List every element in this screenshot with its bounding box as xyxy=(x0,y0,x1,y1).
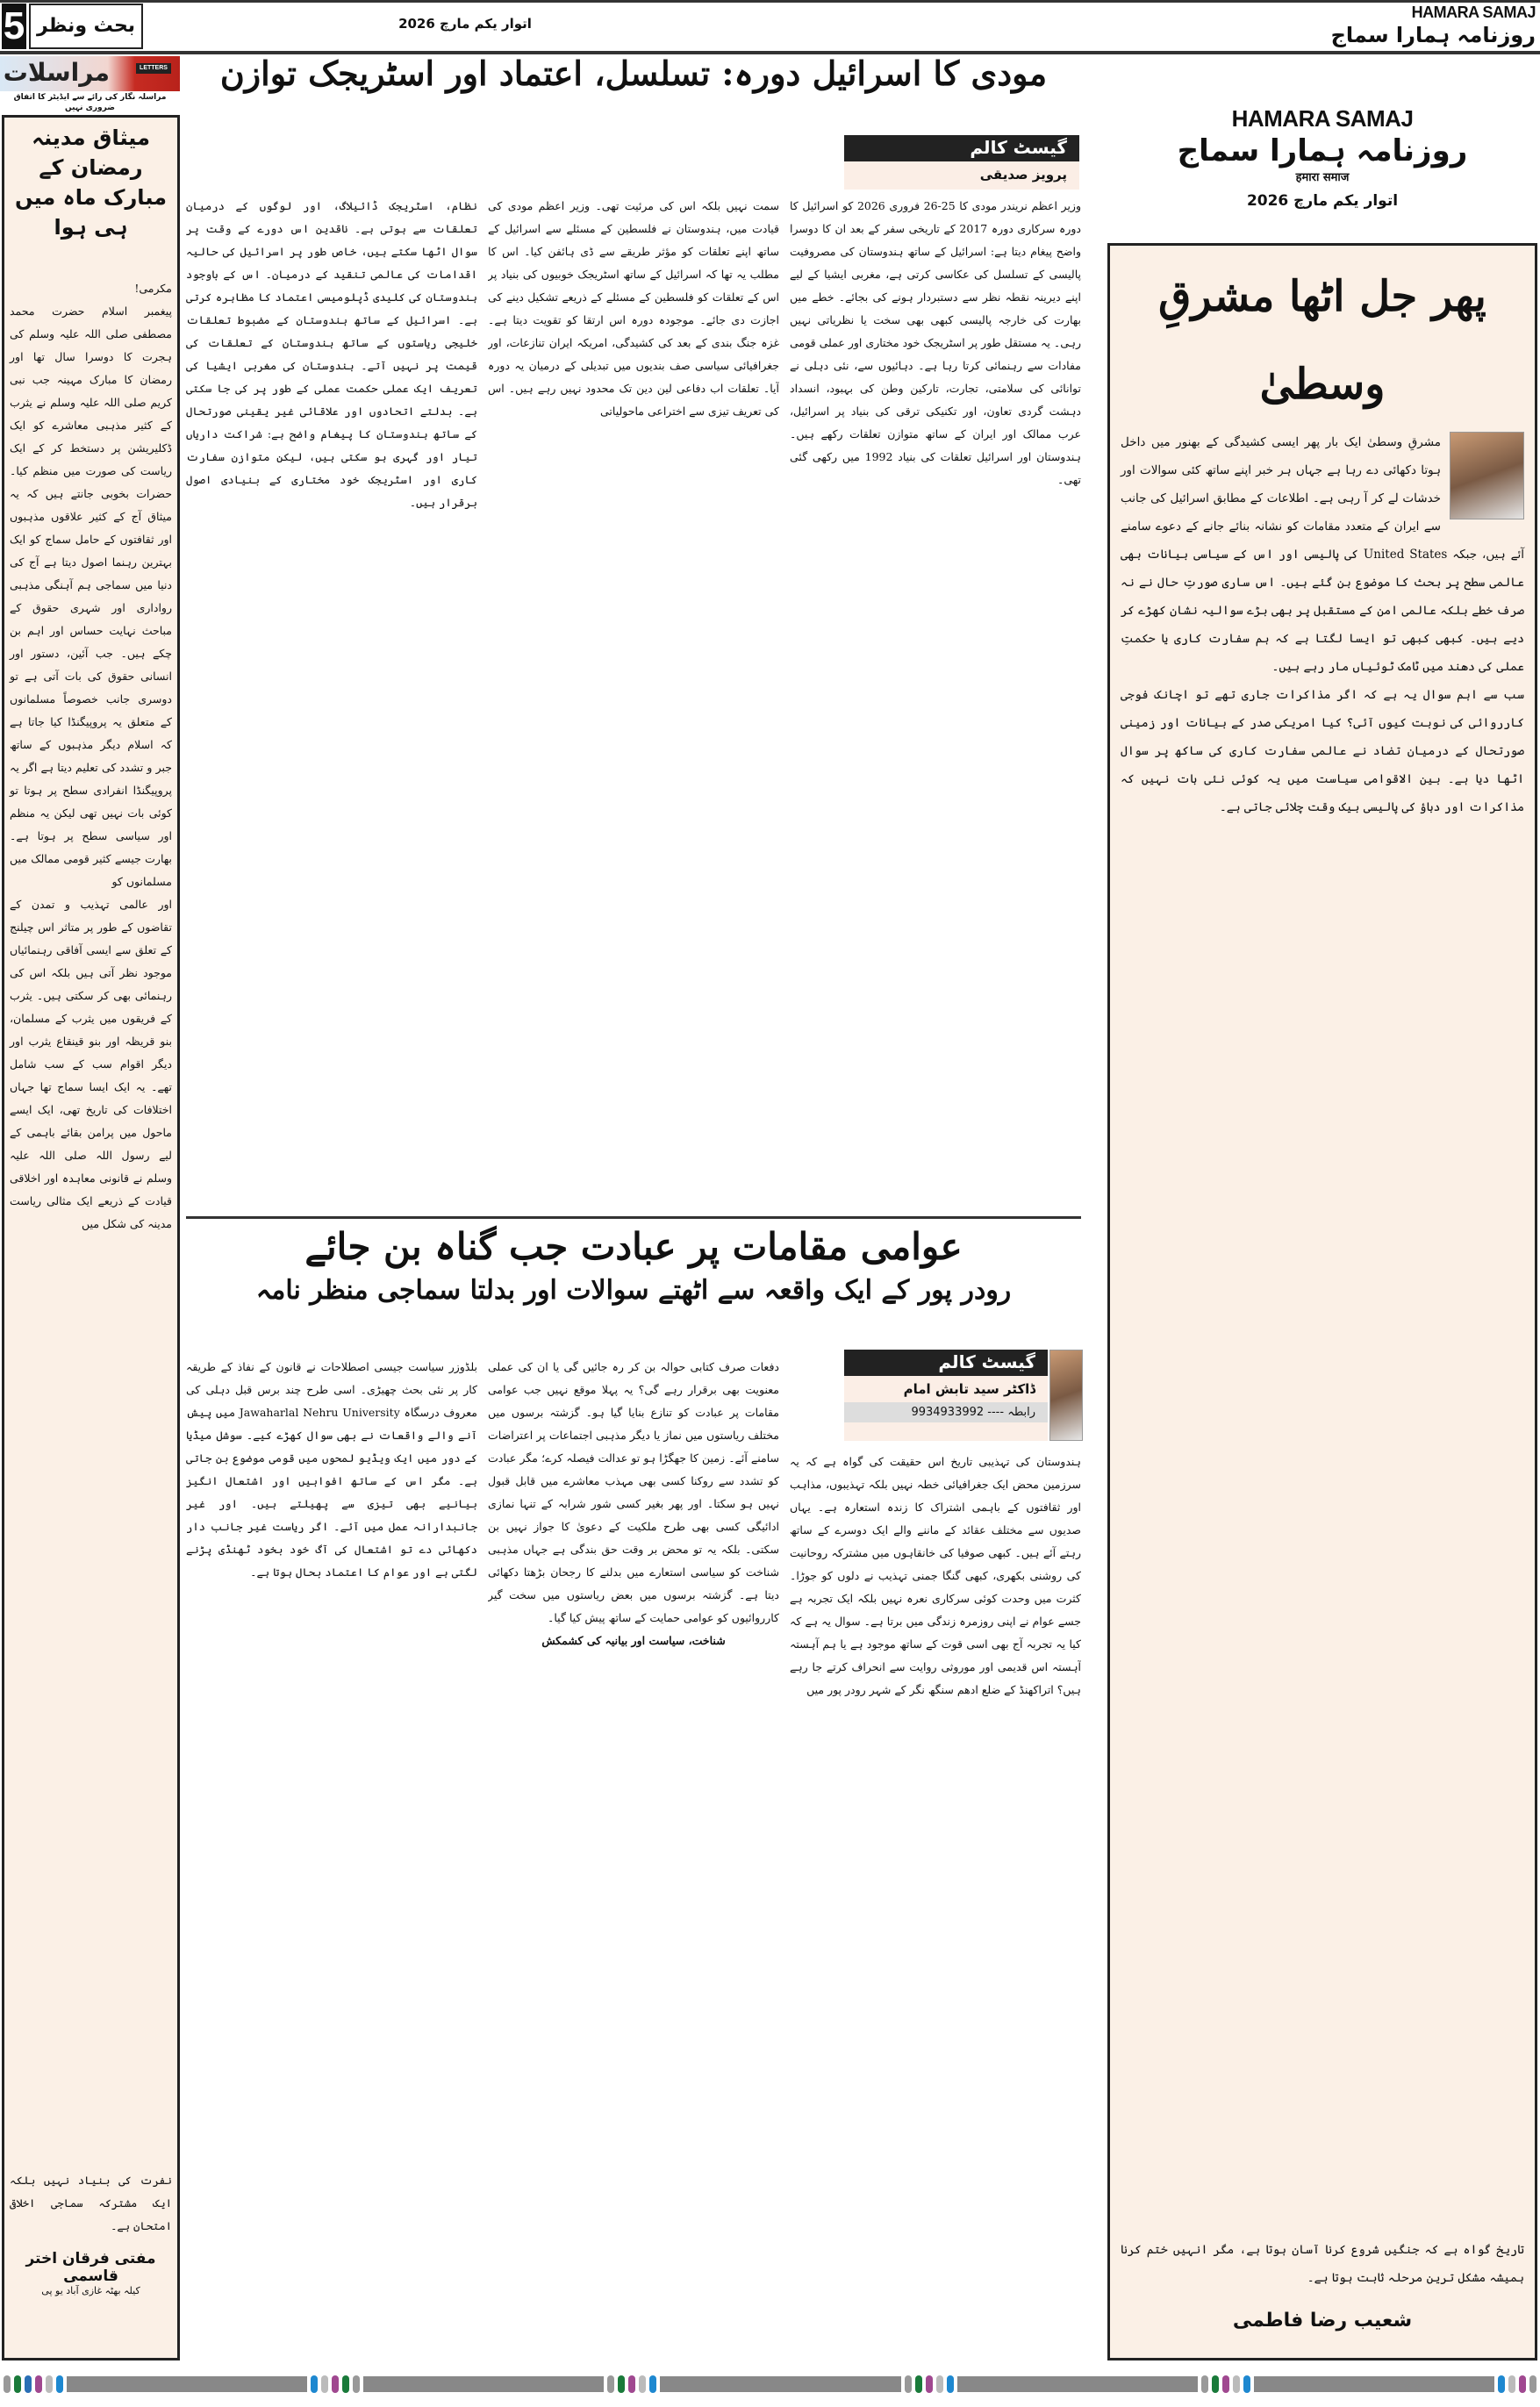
logo-english: HAMARA SAMAJ xyxy=(1411,4,1536,21)
editorial-paragraph: سب سے اہم سوال یہ ہے کہ اگر مذاکرات جاری تھے تو اچانک فوجی کارروائی کی نوبت کیوں آئی؟ کیا امریکی صدر کے بیانات اور زمینی صورتحال کے درمیان تضاد نے عالمی سفارت کاری کی ساکھ پر سوال اٹھا دیا ہے۔ بین الاقوامی سیاست میں یہ کوئی نئی بات نہیں کہ مذاکرات اور دباؤ کی پالیسی بیک وقت چلائی جاتی ہے۔ xyxy=(1121,688,1524,814)
top-article-headline: مودی کا اسرائیل دورہ: تسلسل، اعتماد اور اسٹریجک توازن xyxy=(219,54,1048,93)
logo-urdu: روزنامہ ہمارا سماج xyxy=(1177,133,1468,168)
article-column: دفعات صرف کتابی حوالہ بن کر رہ جائیں گی یا ان کی عملی معنویت بھی برقرار رہے گی؟ یہ پہلا موقع نہیں جب عوامی مقامات پر عبادت کو تنازع بنایا گیا ہو۔ گزشتہ برسوں میں مختلف ریاستوں میں نماز یا دیگر مذہبی اجتماعات پر اعتراضات سامنے آئے۔ زمین کا جھگڑا ہو تو عدالت فیصلہ کرے؛ مگر عبادت کو تشدد سے روکنا کسی بھی مہذب معاشرے میں قابل قبول نہیں ہو سکتا۔ اور پھر بغیر کسی شور شرابہ کے تنہا نمازی ادائیگی کسی بھی طرح ملکیت کے دعویٰ کا جواز نہیں بن سکتی۔ بلکہ یہ تو محض بر وقت حق بندگی ہے جہاں مذہبی شناخت کو سیاسی استعارے میں بدلنے کا رجحان بڑھتا دکھائی دیتا ہے۔ گزشتہ برسوں میں بعض ریاستوں میں سخت گیر کارروائیوں کو عوامی حمایت کے ساتھ پیش کیا گیا۔ xyxy=(488,1360,779,1624)
bottom-article-author: ڈاکٹر سید تابش امام xyxy=(903,1381,1035,1397)
article-column: وزیر اعظم نریندر مودی کا 25-26 فروری 2026 کو اسرائیل کا دورہ سرکاری دورہ 2017 کے تاریخی سفر کے بعد ان کا دوسرا واضح پیغام دیتا ہے: اسرائیل کے ساتھ ہندوستان کی مصروفیت پالیسی کے تسلسل کی عکاسی کرتی ہے، مغربی ایشیا کے لیے اپنے دیرینہ نقطہ نظر سے دستبردار ہونے کی بجائے۔ خطے میں بھارت کی خارجہ پالیسی کبھی بھی سخت یا نظریاتی نہیں رہی۔ یہ مستقل طور پر اسٹریجک خود مختاری اور عملی قومی مفادات سے رہنمائی کرتا رہا ہے۔ دہائیوں سے، نئی دہلی نے توانائی کی سلامتی، تجارت، تارکین وطن کی بہبود، انسداد دہشت گردی تعاون، اور تکنیکی ترقی کی بنیاد پر اسرائیل، عرب ممالک اور ایران کے ساتھ متوازن تعلقات رکھے ہیں۔ ہندوستان اور اسرائیل تعلقات کی بنیاد 1992 میں رکھی گئی تھی۔ xyxy=(790,199,1081,486)
section-subheading: شناخت، سیاست اور بیانیہ کی کشمکش xyxy=(541,1634,726,1647)
editorial-paragraph: مشرقِ وسطیٰ ایک بار پھر ایسی کشیدگی کے بھنور میں داخل ہوتا دکھائی دے رہا ہے جہاں ہر خبر اپنے ساتھ کئی سوالات اور خدشات لے کر آ رہی ہے۔ اطلاعات کے مطابق اسرائیل کی جانب سے ایران کے متعدد مقامات کو نشانہ بنائے جانے کے دعوے سامنے آئے ہیں، جبکہ United States کی پالیسی اور اس کے سیاسی بیانات بھی عالمی سطح پر بحث کا موضوع بن گئے ہیں۔ اس ساری صورتِ حال نے نہ صرف خطے بلکہ عالمی امن کے مستقبل پر بھی بڑے سوالیہ نشان کھڑے کر دیے ہیں۔ کبھی کبھی تو ایسا لگتا ہے کہ ہم سفارت کاری یا حکمتِ عملی کی دھند میں ٹامک ٹوئیاں مار رہے ہیں۔ xyxy=(1121,435,1524,674)
masthead-logo xyxy=(1228,3,1536,48)
article-column: سمت نہیں بلکہ اس کی مرئیت تھی۔ وزیر اعظم مودی کی قیادت میں، ہندوستان نے فلسطین کے مسئلے سے اسرائیل کے ساتھ اپنے تعلقات کو مؤثر طریقے سے ڈی ہائفن کیا۔ اس کا مطلب یہ تھا کہ اسرائیل کے ساتھ اسٹریجک خوبیوں کی بنیاد پر اس کے تعلقات کو فلسطین کے مسئلے کے ذریعے تشکیل دینے کی اجازت دی جائے۔ موجودہ دورہ اس ارتقا کو تقویت دیتا ہے۔ غزہ جنگ بندی کے بعد کی کشیدگی، امریکہ ایران تنازعات، اور جغرافیائی سیاسی صف بندیوں میں تبدیلی کے درمیان یہ دورہ آیا۔ تعلقات اب دفاعی لین دین تک محدود نہیں رہے ہیں۔ اس کی تعریف تیزی سے اختراعی ماحولیاتی xyxy=(488,199,779,418)
author-contact: رابطہ ---- 9934933992 xyxy=(844,1402,1048,1422)
footer-ornament xyxy=(0,2371,1540,2397)
letters-banner-title: مراسلات xyxy=(3,58,110,87)
contact-label: رابطہ xyxy=(1007,1406,1035,1419)
header-date: اتوار یکم مارچ 2026 xyxy=(398,16,532,32)
letter-headline: میثاق مدینہ رمضان کے مبارک ماہ میں ہی ہوا xyxy=(15,125,167,240)
article-column: ہندوستان کی تہذیبی تاریخ اس حقیقت کی گواہ ہے کہ یہ سرزمین محض ایک جغرافیائی خطہ نہیں بلکہ تہذیبوں، مذاہب اور ثقافتوں کے باہمی اشتراک کا زندہ استعارہ ہے۔ یہاں صدیوں سے مختلف عقائد کے ماننے والے ایک دوسرے کے ساتھ رہتے آئے ہیں۔ کبھی صوفیا کی خانقاہوں میں مشترکہ روحانیت کی روشنی بکھری، کبھی گنگا جمنی تہذیب نے دلوں کو جوڑا۔ کثرت میں وحدت کوئی سرکاری نعرہ نہیں بلکہ ایک تجربہ ہے جسے عوام نے اپنی روزمرہ زندگی میں برتا ہے۔ سوال یہ ہے کہ کیا یہ تجربہ آج بھی اسی قوت کے ساتھ موجود ہے یا ہم آہستہ آہستہ اس قدیمی اور موروثی روایت سے انحراف کرتے جا رہے ہیں؟ اتراکھنڈ کے ضلع ادھم سنگھ نگر کے شہر رودر پور میں xyxy=(790,1455,1081,1696)
page-number: 5 xyxy=(3,4,25,47)
divider xyxy=(186,1216,1081,1219)
section-title: بحث ونظر xyxy=(29,4,143,49)
letter-paragraph: نفرت کی بنیاد نہیں بلکہ ایک مشترکہ سماجی اخلاقی امتحان ہے۔ xyxy=(10,2174,172,2232)
letters-disclaimer: مراسلہ نگار کی رائے سے ایڈیٹر کا اتفاق ضروری نہیں xyxy=(0,91,180,114)
editorial-article xyxy=(1107,243,1537,2360)
bottom-article-subheadline: رودر پور کے ایک واقعہ سے اٹھتے سوالات اور بدلتا سماجی منظر نامہ xyxy=(255,1275,1012,1306)
bottom-article-body xyxy=(186,1356,1081,2365)
guest-column-label: گیسٹ کالم xyxy=(844,1350,1048,1376)
top-article-body xyxy=(186,195,1081,1208)
contact-number: 9934933992 xyxy=(911,1406,985,1419)
top-guest-column-box xyxy=(844,135,1079,190)
article-column: بلڈوزر سیاست جیسی اصطلاحات نے قانون کے نفاذ کے طریقہ کار پر نئی بحث چھیڑی۔ اسی طرح چند برس قبل دہلی کی معروف درسگاہ Jawaharlal Nehru University میں پیش آنے والے واقعات نے بھی سوال کھڑے کیے۔ سوشل میڈیا کے دور میں ایک ویڈیو لمحوں میں قومی موضوع بن جاتی ہے۔ مگر اس کے ساتھ افواہیں اور اشتعال انگیز بیانیے بھی تیزی سے پھیلتے ہیں۔ اور غیر جانبدارانہ عمل میں آئے۔ اگر ریاست غیر جانب دار دکھائی دے تو اشتعال کی آگ خود بخود ٹھنڈی پڑنے لگتی ہے اور عوام کا اعتماد بحال ہوتا ہے۔ xyxy=(186,1360,477,1579)
guest-column-label: گیسٹ کالم xyxy=(844,135,1079,161)
letter-article xyxy=(2,115,180,2360)
logo-hindi: हमारा समाज xyxy=(1295,171,1350,184)
editorial-author: شعیب رضا فاطمی xyxy=(1232,2310,1413,2332)
logo-urdu: روزنامہ ہمارا سماج xyxy=(1330,23,1536,47)
editorial-headline: پھر جل اٹھا مشرقِ وسطیٰ xyxy=(1158,272,1486,409)
article-column: نظام، اسٹریجک ڈائیلاگ، اور لوگوں کے درمیان تعلقات سے ہوتی ہے۔ ناقدین اس دورے کے وقت پر سوال اٹھا سکتے ہیں، خاص طور پر اسرائیل کی حالیہ اقدامات کی عالمی تنقید کے درمیان۔ اس کے باوجود ہندوستان کی کلیدی ڈپلومیسی اعتماد کا مظاہرہ کرتی ہے۔ اسرائیل کے ساتھ ہندوستان کے مضبوط تعلقات خلیجی ریاستوں کے ساتھ ہندوستان کے تعلقات کی قیمت پر نہیں آتے۔ ہندوستان کی مغربی ایشیا کی تعریف ایک عملی حکمت عملی کے طور پر کی جا سکتی ہے۔ بدلتے اتحادوں اور علاقائی غیر یقینی صورتحال کے ساتھ ہندوستان کا پیغام واضح ہے: شراکت داریاں تیار اور گہری ہو سکتی ہیں، لیکن متوازن سفارت کاری اور اسٹریجک خود مختاری کے بنیادی اصول برقرار ہیں۔ xyxy=(186,199,477,509)
letterbox-icon: LETTERS xyxy=(136,63,171,74)
bottom-article-headline: عوامی مقامات پر عبادت جب گناہ بن جائے xyxy=(304,1225,963,1268)
inner-logo xyxy=(1107,105,1537,212)
logo-english: HAMARA SAMAJ xyxy=(1231,105,1414,132)
author-photo xyxy=(1450,432,1524,519)
top-article-author: پرویز صدیقی xyxy=(979,167,1067,183)
article-column-wrap xyxy=(488,1356,779,2365)
letter-author: مفتی فرقان اختر قاسمی xyxy=(25,2250,156,2285)
letter-paragraph: اور عالمی تہذیب و تمدن کے تقاضوں کے طور پر متاثر اس چیلنج کے تعلق سے ایسی آفاقی رہنمائیاں موجود نظر آتی ہیں بلکہ اس کی رہنمائی بھی کر سکتی ہیں۔ یثرب کے فریقوں میں یثرب کے مسلمان، بنو قریظہ اور بنو قینقاع یثرب اور دیگر اقوام سب کے سب شامل تھے۔ یہ ایک ایسا سماج تھا جہاں اختلافات کی تاریخ تھی، ایک ایسے ماحول میں پرامن بقائے باہمی کے لیے رسول اللہ صلی اللہ علیہ وسلم نے قانونی معاہدہ اور اخلاقی قیادت کے ذریعے ایک مثالی ریاست مدینہ کی شکل میں xyxy=(10,898,172,1230)
letter-paragraph: پیغمبر اسلام حضرت محمد مصطفی صلی اللہ علیہ وسلم کی ہجرت کا دوسرا سال تھا اور رمضان کا مبارک مہینہ جب نبی کریم صلی اللہ علیہ وسلم نے یثرب کے کثیر مذہبی معاشرے کو ایک ڈکلیریشن پر دستخط کر کے ایک ریاست کی صورت میں منظم کیا۔ حضرات بخوبی جانتے ہیں کہ یہ میثاق آج کے کثیر علاقوں مذہبوں اور ثقافتوں کے حامل سماج کو ایک بہترین رہنما اصول دیتا ہے آج کی دنیا میں سماجی ہم آہنگی مذہبی رواداری اور شہری حقوق کے مباحث نہایت حساس اور اہم بن چکے ہیں۔ جب آئین، دستور اور انسانی حقوق کی بات آتی ہے تو دوسری جانب خصوصاً مسلمانوں کے متعلق یہ پروپیگنڈا کیا جاتا ہے کہ اسلام دیگر مذہبوں کے ساتھ جبر و تشدد کی تعلیم دیتا ہے اگر یہ پروپیگنڈا انفرادی سطح پر ہوتا تو کوئی بات نہیں تھی لیکن یہ منظم اور سیاسی سطح پر ہوتا ہے۔ بھارت جیسے کثیر قومی ممالک میں مسلمانوں کو xyxy=(10,304,172,888)
editorial-paragraph: تاریخ گواہ ہے کہ جنگیں شروع کرنا آسان ہوتا ہے، مگر انہیں ختم کرنا ہمیشہ مشکل ترین مرحلہ ثابت ہوتا ہے۔ xyxy=(1121,2243,1524,2285)
letter-salutation: مکرمی! xyxy=(134,282,172,295)
letters-banner xyxy=(0,56,180,91)
letter-author-place: کیلہ بھٹہ غازی آباد یو پی xyxy=(41,2285,140,2296)
inner-date: اتوار یکم مارچ 2026 xyxy=(1246,192,1399,210)
